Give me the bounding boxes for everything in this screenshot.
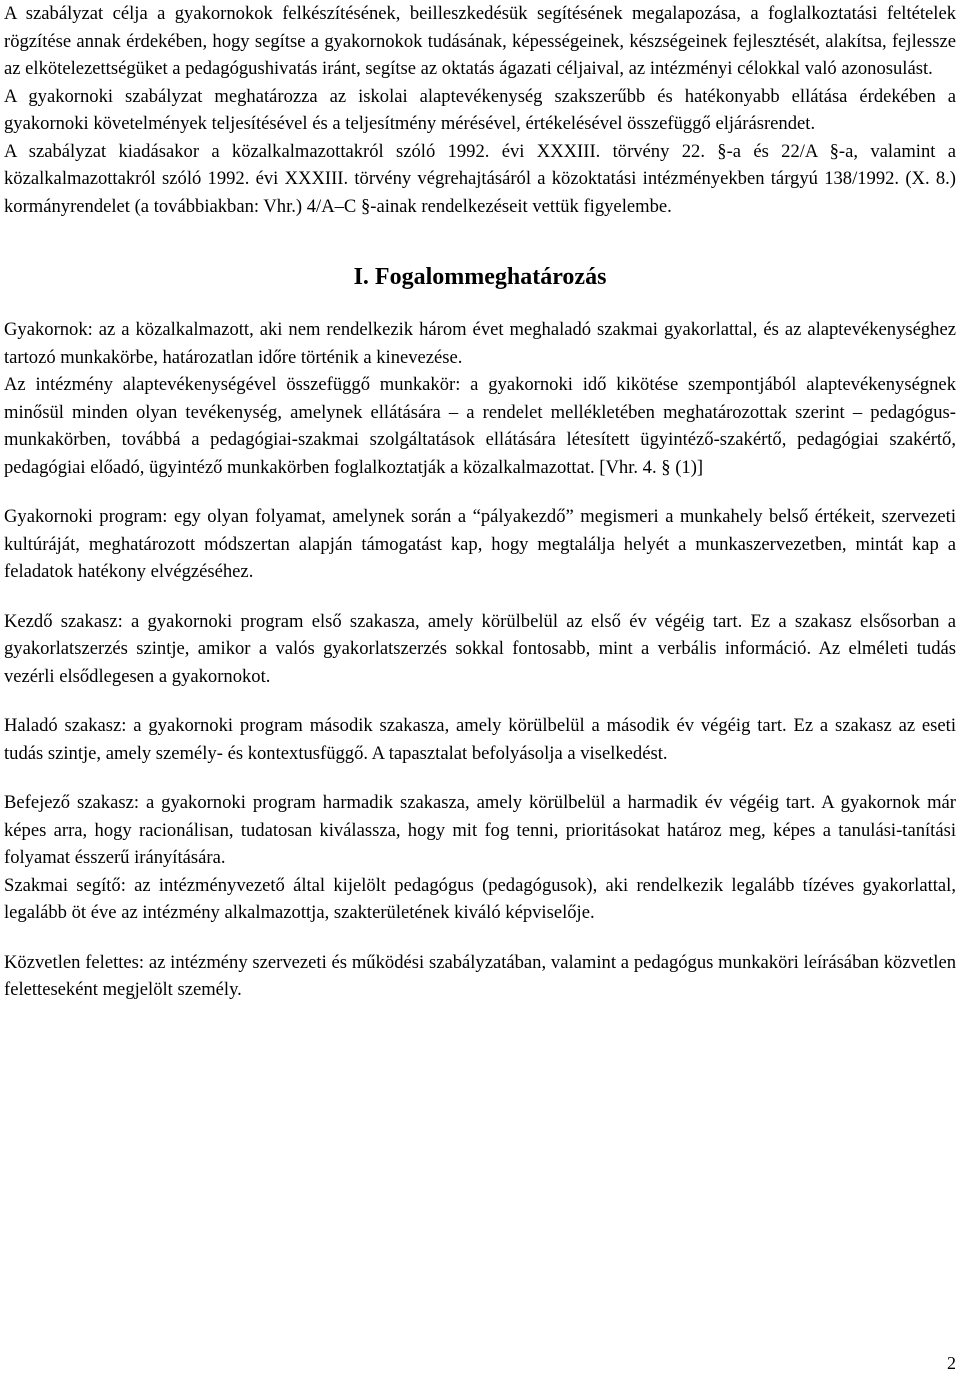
- definition-halado-szakasz: Haladó szakasz: a gyakornoki program második szakasza, amely körülbelül a második év végéig tart. Ez a szakasz az eseti tudás szintje, amely személy- és kontextusfüggő. A tapasztalat befolyásolja a viselkedést.: [4, 715, 956, 764]
- definition-gyakornok: Gyakornok: az a közalkalmazott, aki nem rendelkezik három évet meghaladó szakmai gyakorlattal, és az alaptevékenységhez tartozó munkakörbe, határozatlan időre történik a kinevezése.: [4, 319, 956, 368]
- definition-szakmai-segito: Szakmai segítő: az intézményvezető által kijelölt pedagógus (pedagógusok), aki rendelkezik legalább tízéves gyakorlattal, legalább öt éve az intézmény alkalmazottja, szakterületének kiváló képviselője.: [4, 874, 956, 923]
- page-number: 2: [947, 1353, 956, 1373]
- section-title: I. Fogalommeghatározás: [353, 264, 607, 290]
- spacer: [4, 586, 956, 608]
- spacer: [4, 690, 956, 712]
- document-page: [4, 0, 956, 1004]
- definition-kozvetlen-felettes: Közvetlen felettes: az intézmény szervezeti és működési szabályzatában, valamint a pedagógus munkaköri leírásában közvetlen feletteseként megjelölt személy.: [4, 951, 956, 1000]
- spacer: [4, 767, 956, 789]
- intro-paragraph-scope: A gyakornoki szabályzat meghatározza az iskolai alaptevékenység szakszerűbb és hatékonyabb ellátása érdekében a gyakornoki követelmények teljesítésével és a teljesítmény mérésével, értékelésével összefüggő eljárásrendet.: [4, 85, 956, 134]
- spacer: [4, 220, 956, 254]
- definition-gyakornoki-program: Gyakornoki program: egy olyan folyamat, amelynek során a “pályakezdő” megismeri a munkahely belső értékeit, szervezeti kultúráját, meghatározott módszertan alapján támogatást kap, hogy megtalálja helyét a munkaszervezetben, mintát kap a feladatok hatékony elvégzéséhez.: [4, 506, 956, 582]
- intro-paragraph-legal-basis: A szabályzat kiadásakor a közalkalmazottakról szóló 1992. évi XXXIII. törvény 22. §-a és 22/A §-a, valamint a közalkalmazottakról szóló 1992. évi XXXIII. törvény végrehajtásáról a közoktatási intézményekben tárgyú 138/1992. (X. 8.) kormányrendelet (a továbbiakban: Vhr.) 4/A–C §-ainak rendelkezéseit vettük figyelembe.: [4, 140, 956, 217]
- intro-paragraph-purpose: A szabályzat célja a gyakornokok felkészítésének, beilleszkedésük segítésének megalapozása, a foglalkoztatási feltételek rögzítése annak érdekében, hogy segítse a gyakornokok tudásának, képességeinek, készségeinek fejlesztését, alakítsa, fejlessze az elkötelezettségüket a pedagógushivatás iránt, segítse az oktatás ágazati céljaival, az intézményi célokkal való azonosulást.: [4, 3, 956, 79]
- definition-befejezo-szakasz: Befejező szakasz: a gyakornoki program harmadik szakasza, amely körülbelül a harmadik év végéig tart. A gyakornok már képes arra, hogy racionálisan, tudatosan kiválassza, hogy mit fog tenni, prioritásokat határoz meg, képes a tanulási-tanítási folyamat ésszerű irányítására.: [4, 792, 956, 868]
- spacer: [4, 481, 956, 503]
- definition-kezdo-szakasz: Kezdő szakasz: a gyakornoki program első szakasza, amely körülbelül az első év végéig tart. Ez a szakasz elsősorban a gyakorlatszerzés szintje, amikor a valós gyakorlatszerzés sokkal fontosabb, mint a verbális információ. Az elméleti tudás vezérli elsődlegesen a gyakornokot.: [4, 610, 956, 687]
- definition-munkakor: Az intézmény alaptevékenységével összefüggő munkakör: a gyakornoki idő kikötése szempontjából alaptevékenységnek minősül minden olyan tevékenység, amelynek ellátására – a rendelet mellékletében meghatározottak szerint – pedagógus-munkakörben, továbbá a pedagógiai-szakmai szolgáltatások ellátására létesített ügyintéző-szakértő, pedagógiai szakértő, pedagógiai előadó, ügyintéző munkakörben foglalkoztatják a közalkalmazottat. [Vhr. 4. § (1)]: [4, 374, 956, 478]
- spacer: [4, 927, 956, 949]
